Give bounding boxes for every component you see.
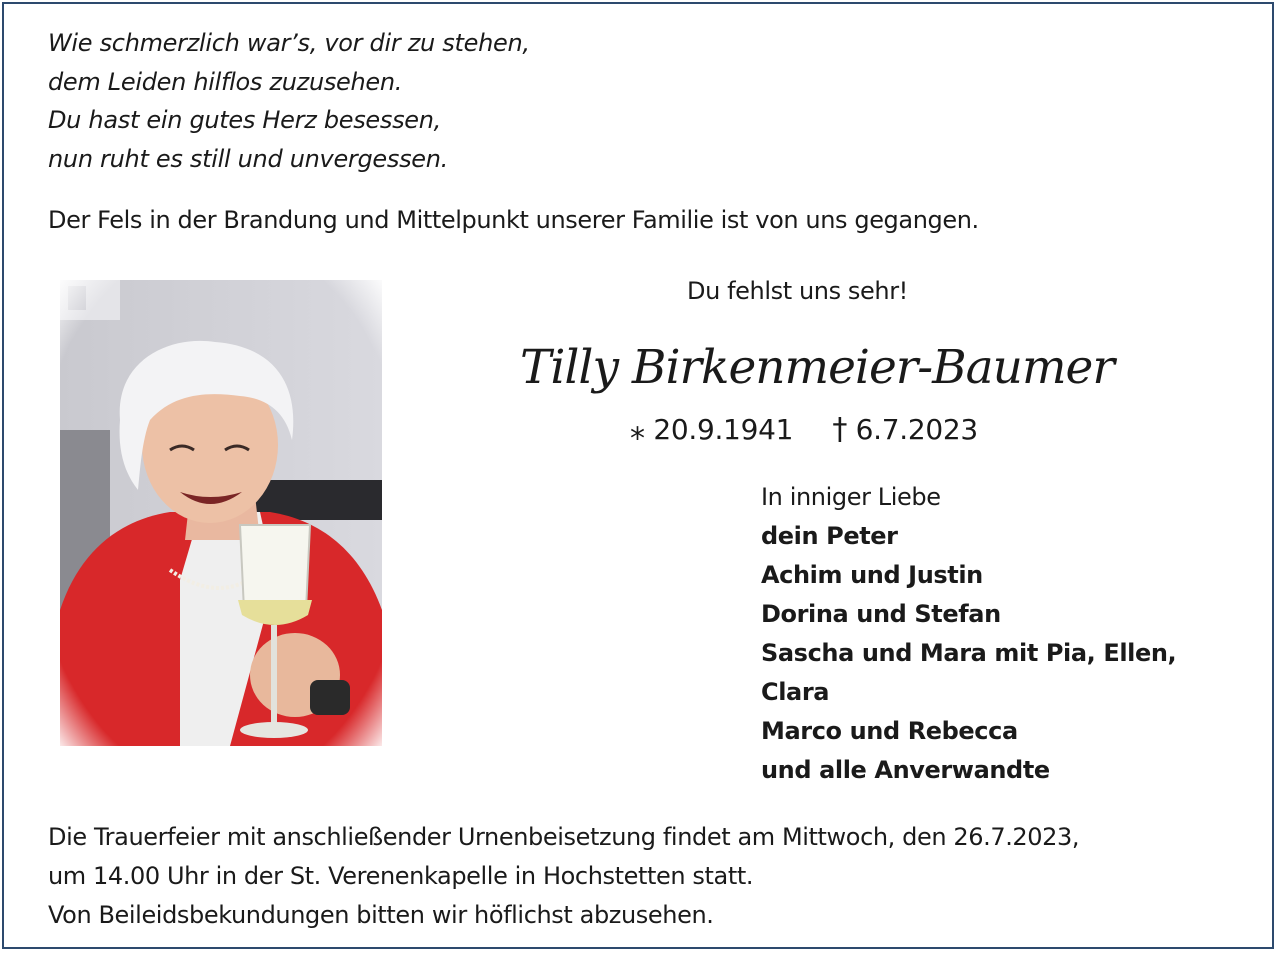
portrait-photo [60, 280, 382, 746]
family-signatures [761, 478, 1176, 790]
life-dates [630, 410, 978, 450]
family-line: und alle Anverwandte [761, 756, 1050, 784]
footer-line: Von Beileidsbekundungen bitten wir höflichst abzusehen. [48, 901, 714, 929]
poem-line: dem Leiden hilflos zuzusehen. [48, 67, 403, 96]
family-intro: In inniger Liebe [761, 483, 941, 511]
family-line: Dorina und Stefan [761, 600, 1001, 628]
footer-line: um 14.00 Uhr in der St. Verenenkapelle in Hochstetten statt. [48, 862, 754, 890]
birth-date: 20.9.1941 [653, 413, 794, 446]
family-line: Sascha und Mara mit Pia, Ellen, [761, 639, 1177, 667]
poem-line: Wie schmerzlich war’s, vor dir zu stehen, [48, 29, 530, 57]
poem-line: Du hast ein gutes Herz besessen, [48, 106, 441, 134]
footer-line: Die Trauerfeier mit anschließender Urnenbeisetzung findet am Mittwoch, den 26.7.2023, [48, 823, 1080, 851]
intro-text: Der Fels in der Brandung und Mittelpunkt unserer Familie ist von uns gegangen. [48, 206, 979, 234]
family-line: Clara [761, 678, 830, 706]
poem-line: nun ruht es still und unvergessen. [48, 144, 448, 173]
family-line: dein Peter [761, 522, 898, 550]
funeral-details [48, 818, 1079, 935]
deceased-name: Tilly Birkenmeier-Baumer [520, 340, 1114, 395]
death-date: 6.7.2023 [855, 413, 978, 446]
cross-icon: † [832, 412, 848, 447]
tagline: Du fehlst uns sehr! [687, 277, 908, 305]
family-line: Marco und Rebecca [761, 717, 1018, 745]
birth-star-icon: ⁎ [630, 412, 645, 447]
poem [48, 24, 530, 178]
family-line: Achim und Justin [761, 561, 983, 589]
